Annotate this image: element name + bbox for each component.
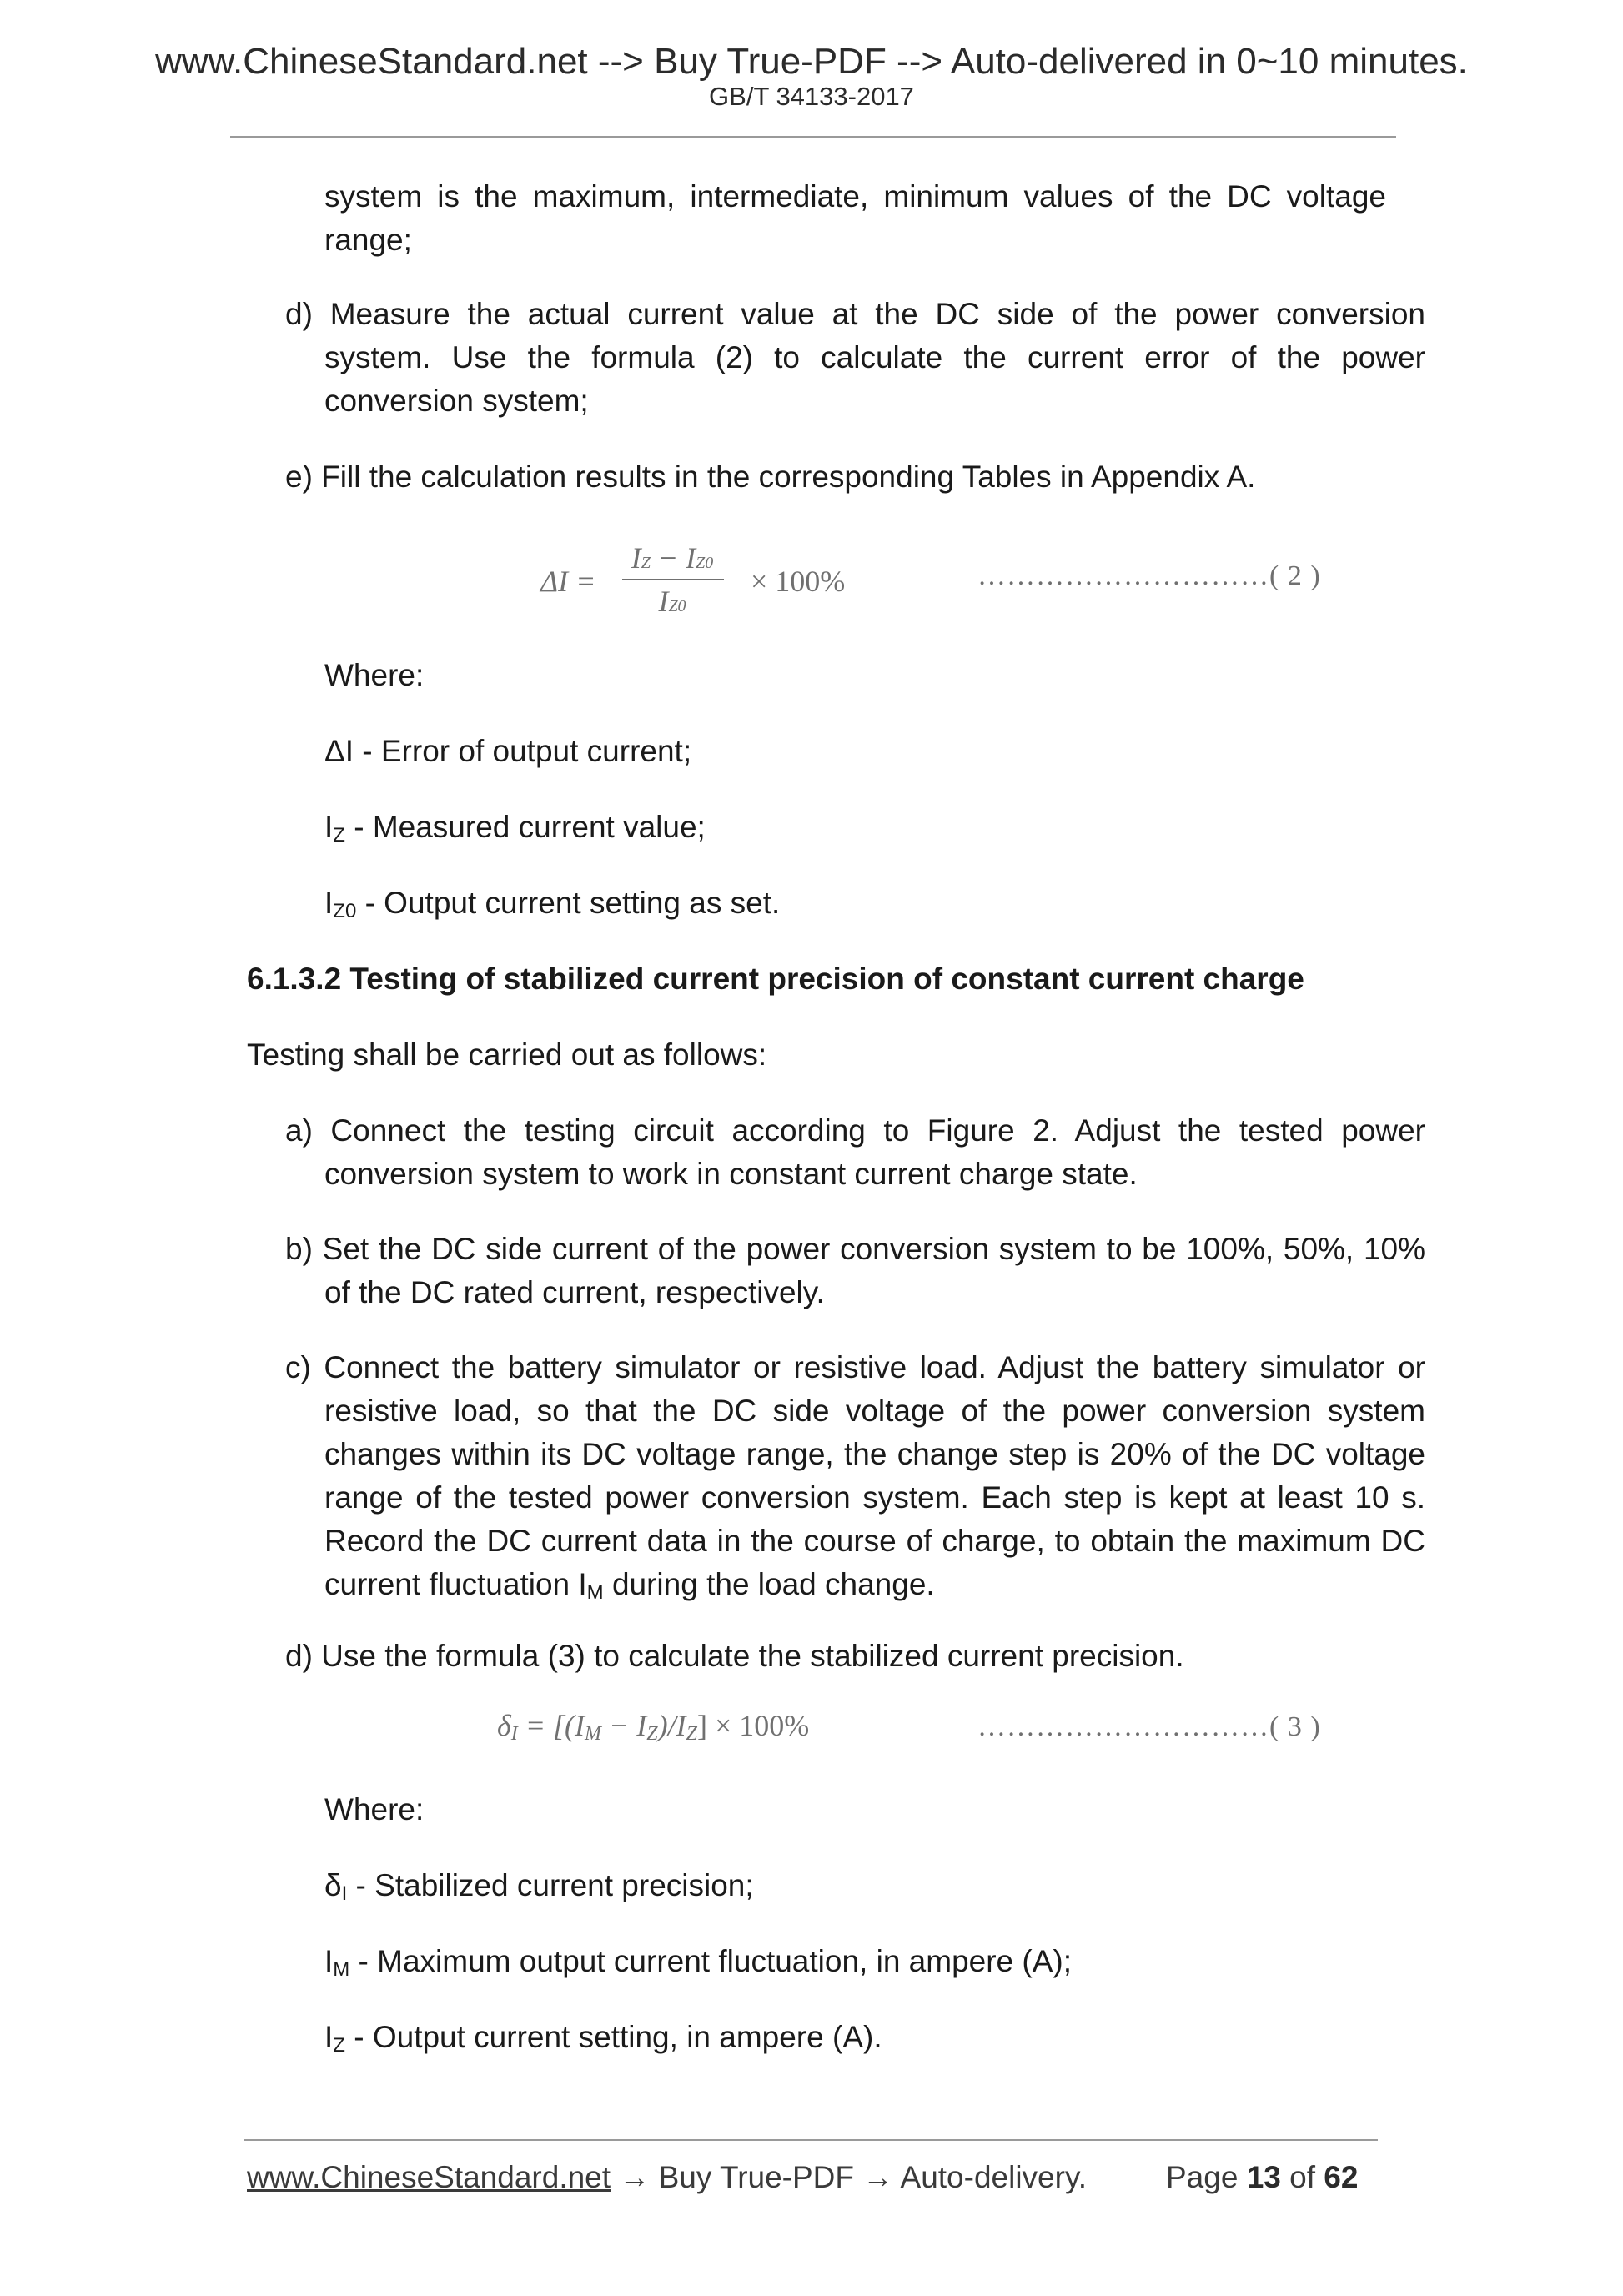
continued-text: system is the maximum, intermediate, minimum values of the DC voltage range; xyxy=(324,179,1386,257)
header-divider xyxy=(230,136,1396,138)
definition-2: $I_Z$ - Measured current value; xyxy=(324,810,706,847)
footer-left xyxy=(247,2162,1087,2193)
formula-2-times: × 100% xyxy=(751,565,846,598)
definition-5: $I_M$ - Maximum output current fluctuation, in ampere (A); xyxy=(324,1944,1073,1981)
standard-number: GB/T 34133-2017 xyxy=(709,82,914,111)
intro-text: Testing shall be carried out as follows: xyxy=(247,1037,767,1072)
list-item-e: e) Fill the calculation results in the corresponding Tables in Appendix A. xyxy=(285,460,1256,494)
footer-link[interactable]: www.ChineseStandard.net xyxy=(247,2160,611,2194)
fraction-bar xyxy=(622,579,724,580)
definition-6: $I_Z$ - Output current setting, in ampere (A). xyxy=(324,2020,882,2057)
formula-2 xyxy=(540,540,891,632)
formula-2-leader: …………………………( 2 ) xyxy=(977,560,1321,591)
formula-3-leader: …………………………( 3 ) xyxy=(977,1711,1321,1742)
footer-text: → Buy True-PDF → Auto-delivery. xyxy=(611,2160,1087,2194)
list-item-b: b) Set the DC side current of the power conversion system to be 100%, 50%, 10% of the DC rated current, respectively. xyxy=(285,1232,1425,1309)
definition-4: $\delta_I$ - Stabilized current precision; xyxy=(324,1868,754,1905)
definition-1: ΔI - Error of output current; xyxy=(324,734,692,768)
formula-3-number: ( 3 ) xyxy=(1269,1711,1321,1742)
list-item-c: c) Connect the battery simulator or resistive load. Adjust the battery simulator or resistive load, so that the DC side voltage of the power conversion system changes within its DC voltage range, the change step is 20% of the DC voltage range of the tested power conversion system. Each step is kept at least 10 s. Record the DC current data in the course of charge, to obtain the maximum DC current fluctuation $I_M$ during the load change. xyxy=(285,1350,1425,1604)
formula-2-lhs: ΔI = xyxy=(540,565,596,598)
definition-3: $I_{Z0}$ - Output current setting as set. xyxy=(324,886,781,922)
formula-2-denominator: IZ0 xyxy=(658,585,686,618)
page-indicator: Page 13 of 62 xyxy=(1166,2160,1359,2194)
list-item-a: a) Connect the testing circuit according to Figure 2. Adjust the tested power conversion system to work in constant current charge state. xyxy=(285,1113,1425,1191)
where-label-1: Where: xyxy=(324,658,425,692)
formula-3: $\delta_I = [(I_M - I_Z)/I_Z] \times 100\%$ xyxy=(497,1709,810,1745)
where-label-2: Where: xyxy=(324,1792,425,1826)
formula-2-number: ( 2 ) xyxy=(1269,560,1321,591)
section-heading: 6.1.3.2 Testing of stabilized current precision of constant current charge xyxy=(247,962,1304,996)
footer-divider xyxy=(244,2139,1378,2141)
page-number: 13 xyxy=(1246,2160,1281,2194)
page-total: 62 xyxy=(1324,2160,1359,2194)
list-item-d-2: d) Use the formula (3) to calculate the stabilized current precision. xyxy=(285,1639,1184,1673)
formula-2-numerator: IZ − IZ0 xyxy=(631,541,714,575)
header-banner: www.ChineseStandard.net --> Buy True-PDF --> Auto-delivered in 0~10 minutes. xyxy=(155,41,1468,82)
list-item-d: d) Measure the actual current value at the DC side of the power conversion system. Use the formula (2) to calculate the current error of the power conversion system; xyxy=(285,297,1425,418)
